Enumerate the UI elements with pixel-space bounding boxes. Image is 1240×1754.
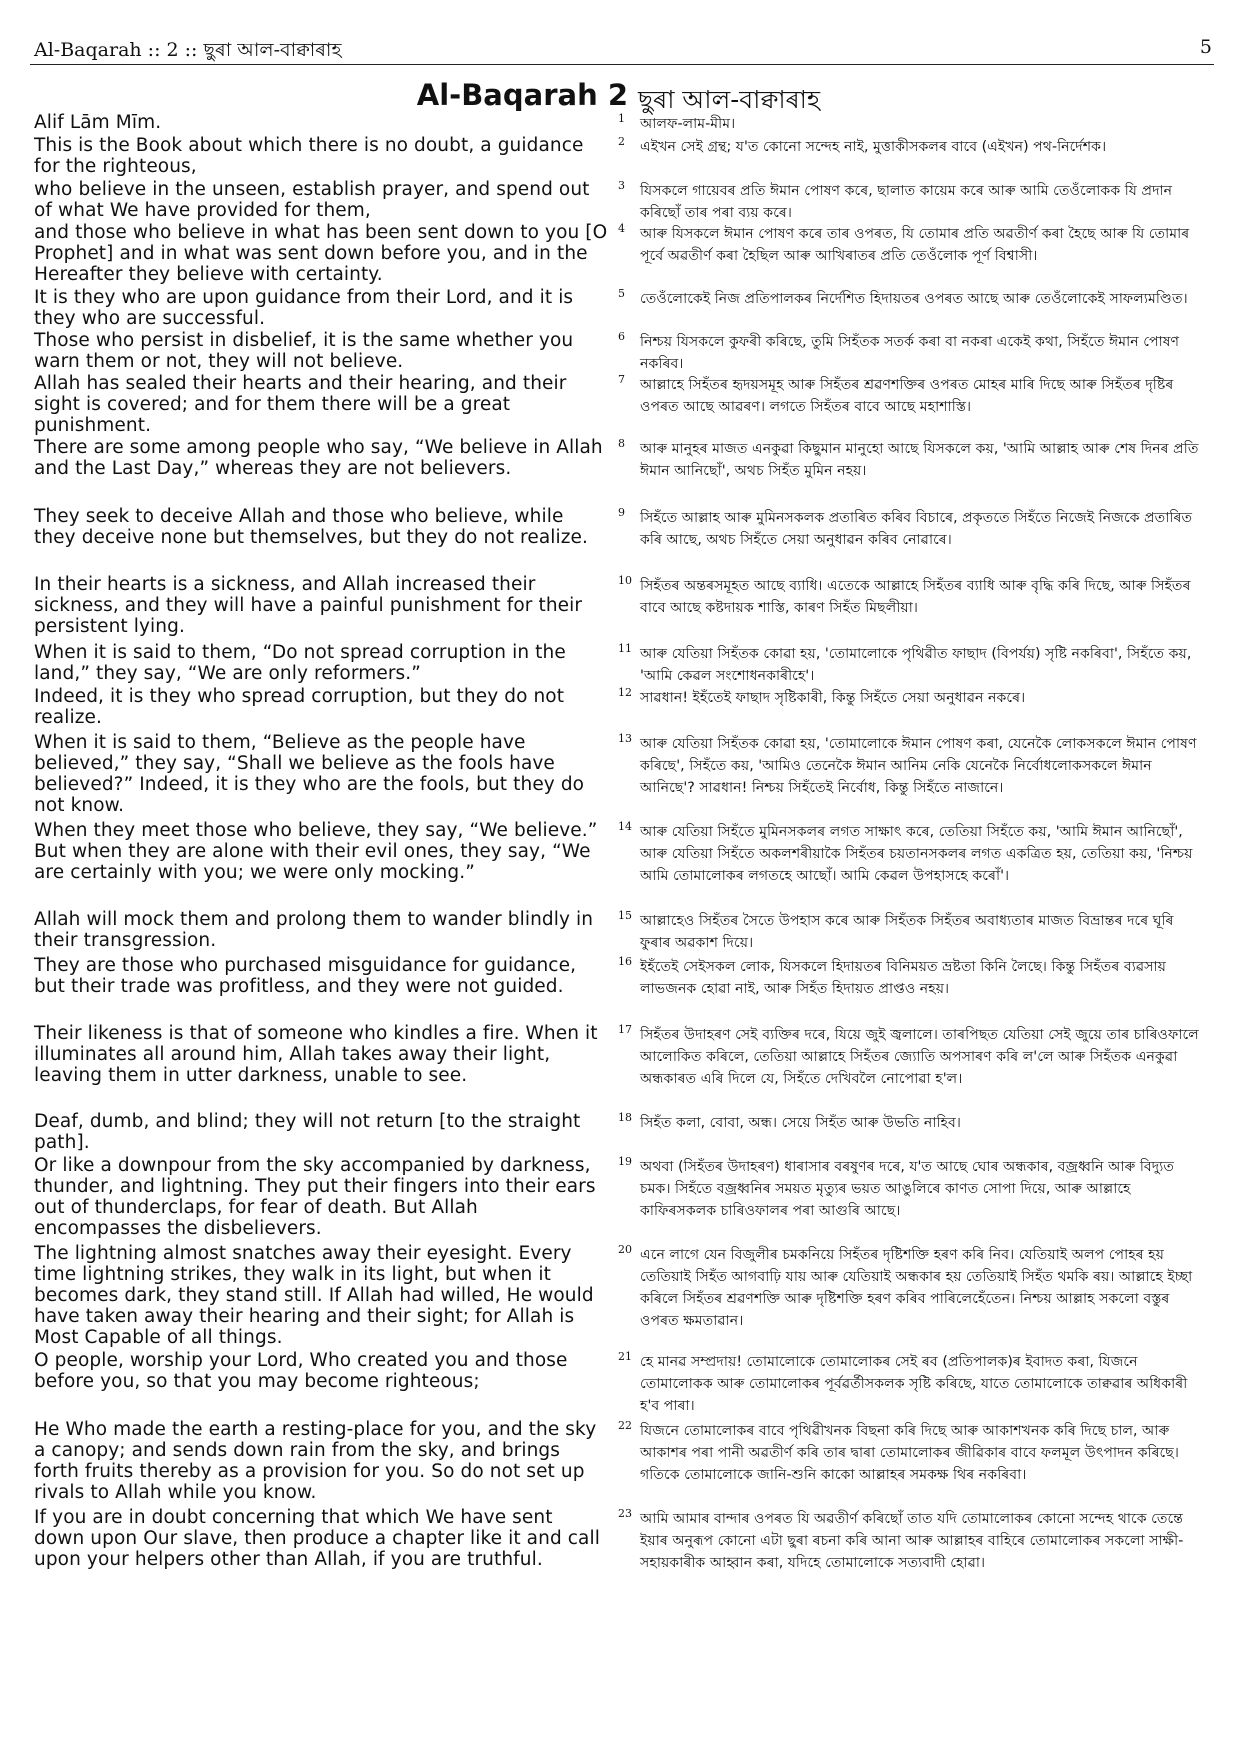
verse-number: 10 (618, 574, 632, 587)
verse-row (34, 820, 1214, 909)
verse-assamese: আৰু মানুহৰ মাজত এনকুৱা কিছুমান মানুহো আছে যিসকলে কয়, 'আমি আল্লাহ আৰু শেষ দিনৰ প্ৰতি ঈমান আনিছোঁ', অথচ সিহঁত মুমিন নহয়। (640, 441, 1199, 479)
verse-assamese: সিহঁতৰ অন্তৰসমূহত আছে ব্যাধি। এতেকে আল্লাহে সিহঁতৰ ব্যাধি আৰু বৃদ্ধি কৰি দিছে, আৰু সিহঁতৰ বাবে আছে কষ্টদায়ক শাস্তি, কাৰণ সিহঁত মিছলীয়া। (640, 578, 1191, 616)
verse-row (34, 1350, 1214, 1419)
verse-assamese: সিহঁতৰ উদাহৰণ সেই ব্যক্তিৰ দৰে, যিয়ে জুই জ্বলালে। তাৰপিছত যেতিয়া সেই জুয়ে তাৰ চাৰিওফালে আলোকিত কৰিলে, তেতিয়া আল্লাহে সিহঁতৰ জ্যোতি অপসাৰণ কৰি ল'লে আৰু সিহঁতক এনকুৱা অন্ধকাৰত এৰি দিলে যে, সিহঁতে দেখিবলৈ নোপোৱা হ'ল। (640, 1027, 1199, 1087)
verse-english: Allah will mock them and prolong them to wander blindly in their transgression. (34, 909, 594, 951)
verse-assamese: অথবা (সিহঁতৰ উদাহৰণ) ধাৰাসাৰ বৰষুণৰ দৰে, য'ত আছে ঘোৰ অন্ধকাৰ, বজ্ৰধ্বনি আৰু বিদ্যুত চমক। সিহঁতে বজ্ৰধ্বনিৰ সময়ত মৃত্যুৰ ভয়ত আঙুলিৰে কাণত সোপা দিয়ে, আৰু আল্লাহে কাফিৰসকলক চাৰিওফালৰ পৰা আগুৰি আছে। (640, 1159, 1174, 1219)
verse-row (34, 1419, 1214, 1507)
verse-assamese: আল্লাহে সিহঁতৰ হৃদয়সমূহ আৰু সিহঁতৰ শ্ৰৱণশক্তিৰ ওপৰত মোহৰ মাৰি দিছে আৰু সিহঁতৰ দৃষ্টিৰ ওপৰত আছে আৱৰণ। লগতে সিহঁতৰ বাবে আছে মহাশাস্তি। (640, 377, 1174, 415)
verse-assamese: যিসকলে গায়েবৰ প্ৰতি ঈমান পোষণ কৰে, ছালাত কায়েম কৰে আৰু আমি তেওঁলোকক যি প্ৰদান কৰিছোঁ তাৰ পৰা ব্যয় কৰে। (640, 183, 1173, 221)
verse-english: and those who believe in what has been sent down to you [O Prophet] and in what was sent down before you, and in the Hereafter they believe with certainty. (34, 222, 608, 285)
verse-assamese: সাৱধান! ইহঁতেই ফাছাদ সৃষ্টিকাৰী, কিন্তু সিহঁতে সেয়া অনুধাৱন নকৰে। (640, 690, 1026, 706)
verse-assamese: হে মানৱ সম্প্ৰদায়! তোমালোকে তোমালোকৰ সেই ৰব (প্ৰতিপালক)ৰ ইবাদত কৰা, যিজনে তোমালোকক আৰু তোমালোকৰ পূৰ্বৱৰ্তীসকলক সৃষ্টি কৰিছে, যাতে তোমালোকে তাক্বৱাৰ অধিকাৰী হ'ব পাৰা। (640, 1354, 1188, 1414)
chapter-title-bengali: ছুৰা আল-বাক্বাৰাহ (638, 85, 821, 114)
verse-list (34, 112, 1214, 1595)
verse-english: There are some among people who say, “We believe in Allah and the Last Day,” whereas they are not believers. (34, 437, 603, 479)
verse-row (34, 1507, 1214, 1595)
verse-number: 13 (618, 732, 632, 745)
verse-number: 5 (618, 287, 625, 300)
verse-english: It is they who are upon guidance from their Lord, and it is they who are successful. (34, 287, 574, 329)
verse-number: 14 (618, 820, 632, 833)
verse-number: 22 (618, 1419, 632, 1432)
verse-row (34, 179, 1214, 222)
verse-assamese: আৰু যেতিয়া সিহঁতে মুমিনসকলৰ লগত সাক্ষাৎ কৰে, তেতিয়া সিহঁতে কয়, 'আমি ঈমান আনিছোঁ', আৰু যেতিয়া সিহঁতে অকলশৰীয়াকৈ সিহঁতৰ চয়তানসকলৰ লগত একত্ৰিত হয়, তেতিয়া কয়, 'নিশ্চয় আমি তোমালোকৰ লগতহে আছোঁ। আমি কেৱল উপহাসহে কৰোঁ'। (640, 824, 1193, 884)
verse-number: 15 (618, 909, 632, 922)
verse-row (34, 1155, 1214, 1243)
running-header (30, 34, 1214, 65)
verse-number: 4 (618, 222, 625, 235)
verse-number: 16 (618, 955, 632, 968)
verse-row (34, 909, 1214, 955)
verse-row (34, 1023, 1214, 1111)
verse-row (34, 1111, 1214, 1155)
verse-row (34, 222, 1214, 287)
verse-assamese: আৰু যিসকলে ঈমান পোষণ কৰে তাৰ ওপৰত, যি তোমাৰ প্ৰতি অৱতীৰ্ণ কৰা হৈছে আৰু যি তোমাৰ পূৰ্বে অৱতীৰ্ণ কৰা হৈছিল আৰু আখিৰাতৰ প্ৰতি তেওঁলোক পূৰ্ণ বিশ্বাসী। (640, 226, 1190, 264)
verse-english: In their hearts is a sickness, and Allah increased their sickness, and they will have a painful punishment for their persistent lying. (34, 574, 583, 637)
verse-assamese: আলফ-লাম-মীম। (640, 116, 736, 132)
verse-english: If you are in doubt concerning that which We have sent down upon Our slave, then produce a chapter like it and call upon your helpers other than Allah, if you are truthful. (34, 1507, 600, 1570)
verse-english: Deaf, dumb, and blind; they will not return [to the straight path]. (34, 1111, 581, 1153)
verse-number: 23 (618, 1507, 632, 1520)
verse-row (34, 287, 1214, 330)
verse-row (34, 135, 1214, 179)
verse-number: 21 (618, 1350, 632, 1363)
verse-assamese: আমি আমাৰ বান্দাৰ ওপৰত যি অৱতীৰ্ণ কৰিছোঁ তাত যদি তোমালোকৰ কোনো সন্দেহ থাকে তেন্তে ইয়াৰ অনুৰূপ কোনো এটা ছুৰা ৰচনা কৰি আনা আৰু আল্লাহৰ বাহিৰে তোমালোকৰ সকলো সাক্ষী-সহায়কাৰীক আহ্বান কৰা, যদিহে তোমালোকে সত্যবাদী হোৱা। (640, 1511, 1184, 1571)
verse-number: 7 (618, 373, 625, 386)
page-number: 5 (1199, 36, 1212, 58)
verse-assamese: ইহঁতেই সেইসকল লোক, যিসকলে হিদায়তৰ বিনিময়ত ভ্ৰষ্টতা কিনি লৈছে। কিন্তু সিহঁতৰ ব্যৱসায় লাভজনক হোৱা নাই, আৰু সিহঁত হিদায়ত প্ৰাপ্তও নহয়। (640, 959, 1166, 997)
verse-number: 9 (618, 506, 625, 519)
verse-row (34, 373, 1214, 437)
verse-row (34, 686, 1214, 732)
verse-row (34, 955, 1214, 1023)
verse-number: 12 (618, 686, 632, 699)
verse-assamese: আৰু যেতিয়া সিহঁতক কোৱা হয়, 'তোমালোকে পৃথিৱীত ফাছাদ (বিপৰ্যয়) সৃষ্টি নকৰিবা', সিহঁতে কয়, 'আমি কেৱল সংশোধনকাৰীহে'। (640, 646, 1192, 684)
verse-english: Allah has sealed their hearts and their hearing, and their sight is covered; and for them there will be a great punishment. (34, 373, 567, 436)
verse-english: They seek to deceive Allah and those who believe, while they deceive none but themselves, but they do not realize. (34, 506, 589, 548)
verse-assamese: যিজনে তোমালোকৰ বাবে পৃথিৱীখনক বিছনা কৰি দিছে আৰু আকাশখনক কৰি দিছে চাল, আৰু আকাশৰ পৰা পানী অৱতীৰ্ণ কৰি তাৰ দ্বাৰা তোমালোকৰ জীৱিকাৰ বাবে ফলমূল উৎপাদন কৰিছে। গতিকে তোমালোকে জানি-শুনি কাকো আল্লাহৰ সমকক্ষ থিৰ নকৰিবা। (640, 1423, 1179, 1483)
verse-english: When it is said to them, “Do not spread corruption in the land,” they say, “We are only reformers.” (34, 642, 566, 684)
verse-english: When it is said to them, “Believe as the people have believed,” they say, “Shall we believe as the fools have believed?” Indeed, it is they who are the fools, but they do not know. (34, 732, 585, 816)
verse-english: This is the Book about which there is no doubt, a guidance for the righteous, (34, 135, 584, 177)
verse-english: O people, worship your Lord, Who created you and those before you, so that you may become righteous; (34, 1350, 568, 1392)
verse-english: Alif Lām Mīm. (34, 112, 162, 133)
verse-number: 2 (618, 135, 625, 148)
verse-row (34, 506, 1214, 574)
verse-assamese: এইখন সেই গ্ৰন্থ; য'ত কোনো সন্দেহ নাই, মুত্তাকীসকলৰ বাবে (এইখন) পথ-নিৰ্দেশক। (640, 139, 1107, 155)
verse-assamese: এনে লাগে যেন বিজুলীৰ চমকনিয়ে সিহঁতৰ দৃষ্টিশক্তি হৰণ কৰি নিব। যেতিয়াই অলপ পোহৰ হয় তেতিয়াই সিহঁত আগবাঢ়ি যায় আৰু যেতিয়াই অন্ধকাৰ হয় তেতিয়াই সিহঁত থমকি ৰয়। আল্লাহে ইচ্ছা কৰিলে সিহঁতৰ শ্ৰৱণশক্তি আৰু দৃষ্টিশক্তি হৰণ কৰিব পাৰিলেহেঁতেন। নিশ্চয় আল্লাহ সকলো বস্তুৰ ওপৰত ক্ষমতাৱান। (640, 1247, 1193, 1329)
verse-number: 6 (618, 330, 625, 343)
verse-english: who believe in the unseen, establish prayer, and spend out of what We have provided for them, (34, 179, 590, 221)
chapter-title-english: Al-Baqarah 2 (416, 78, 628, 112)
verse-english: The lightning almost snatches away their eyesight. Every time lightning strikes, they walk in its light, but when it becomes dark, they stand still. If Allah had willed, He would have taken away their hearing and their sight; for Allah is Most Capable of all things. (34, 1243, 594, 1348)
verse-english: He Who made the earth a resting-place for you, and the sky a canopy; and sends down rain from the sky, and brings forth fruits thereby as a provision for you. So do not set up rivals to Allah while you know. (34, 1419, 597, 1503)
verse-row (34, 1243, 1214, 1350)
verse-row (34, 732, 1214, 820)
verse-row (34, 437, 1214, 506)
verse-number: 19 (618, 1155, 632, 1168)
verse-assamese: সিহঁত কলা, বোবা, অন্ধ। সেয়ে সিহঁত আৰু উভতি নাহিব। (640, 1115, 961, 1131)
verse-number: 11 (618, 642, 632, 655)
verse-english: Or like a downpour from the sky accompanied by darkness, thunder, and lightning. They put their fingers into their ears out of thunderclaps, for fear of death. But Allah encompasses the disbelievers. (34, 1155, 596, 1239)
verse-number: 18 (618, 1111, 632, 1124)
running-title: Al-Baqarah :: 2 :: ছুৰা আল-বাক্বাৰাহ (34, 39, 342, 61)
verse-english: Indeed, it is they who spread corruption, but they do not realize. (34, 686, 565, 728)
verse-number: 17 (618, 1023, 632, 1036)
verse-row (34, 642, 1214, 686)
verse-row (34, 330, 1214, 373)
verse-english: They are those who purchased misguidance for guidance, but their trade was profitless, and they were not guided. (34, 955, 577, 997)
verse-assamese: আৰু যেতিয়া সিহঁতক কোৱা হয়, 'তোমালোকে ঈমান পোষণ কৰা, যেনেকৈ লোকসকলে ঈমান পোষণ কৰিছে', সিহঁতে কয়, 'আমিও তেনেকৈ ঈমান আনিম নেকি যেনেকৈ নিৰ্বোধলোকসকলে ঈমান আনিছে'? সাৱধান! নিশ্চয় সিহঁতেই নিৰ্বোধ, কিন্তু সিহঁতে নাজানে। (640, 736, 1197, 796)
verse-assamese: নিশ্চয় যিসকলে কুফৰী কৰিছে, তুমি সিহঁতক সতৰ্ক কৰা বা নকৰা একেই কথা, সিহঁতে ঈমান পোষণ নকৰিব। (640, 334, 1180, 372)
verse-row (34, 574, 1214, 642)
verse-number: 3 (618, 179, 625, 192)
verse-number: 20 (618, 1243, 632, 1256)
verse-assamese: আল্লাহেও সিহঁতৰ সৈতে উপহাস কৰে আৰু সিহঁতক সিহঁতৰ অবাধ্যতাৰ মাজত বিভ্ৰান্তৰ দৰে ঘূৰি ফুৰাৰ অৱকাশ দিয়ে। (640, 913, 1174, 951)
verse-english: Those who persist in disbelief, it is the same whether you warn them or not, they will not believe. (34, 330, 574, 372)
verse-number: 8 (618, 437, 625, 450)
verse-number: 1 (618, 112, 625, 125)
verse-assamese: তেওঁলোকেই নিজ প্ৰতিপালকৰ নিৰ্দেশিত হিদায়তৰ ওপৰত আছে আৰু তেওঁলোকেই সাফল্যমণ্ডিত। (640, 291, 1188, 307)
verse-row (34, 112, 1214, 135)
verse-english: Their likeness is that of someone who kindles a fire. When it illuminates all around him, Allah takes away their light, leaving them in utter darkness, unable to see. (34, 1023, 598, 1086)
verse-assamese: সিহঁতে আল্লাহ আৰু মুমিনসকলক প্ৰতাৰিত কৰিব বিচাৰে, প্ৰকৃততে সিহঁতে নিজেই নিজকে প্ৰতাৰিত কৰি আছে, অথচ সিহঁতে সেয়া অনুধাৱন কৰিব নোৱাৰে। (640, 510, 1193, 548)
verse-english: When they meet those who believe, they say, “We believe.” But when they are alone with their evil ones, they say, “We are certainly with you; we were only mocking.” (34, 820, 598, 883)
